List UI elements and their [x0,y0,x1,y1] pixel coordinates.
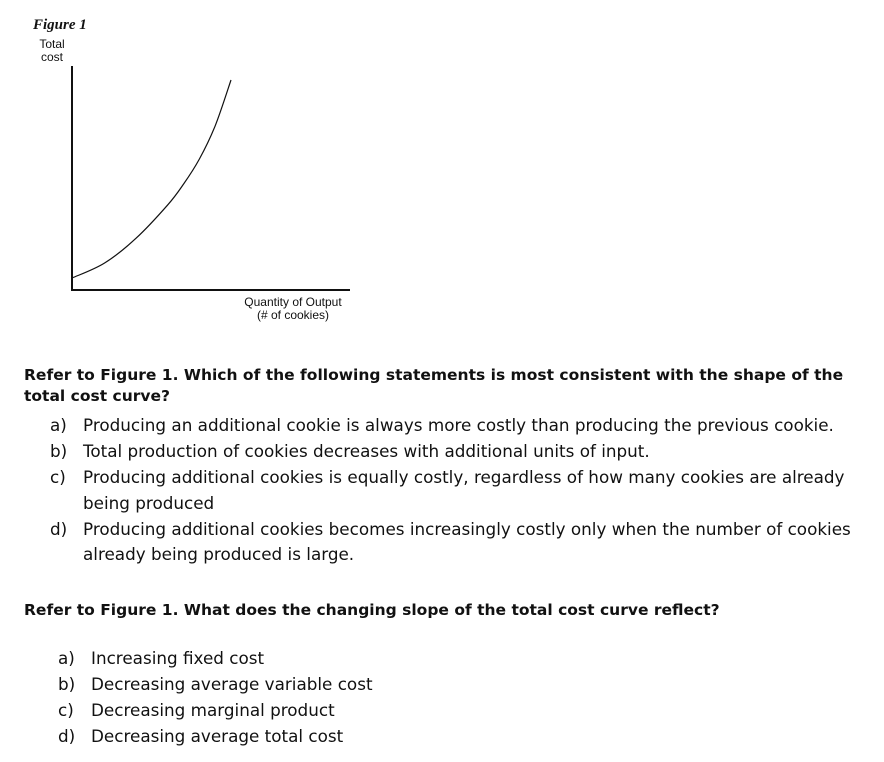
option-text: Producing an additional cookie is always more costly than producing the previous cookie. [83,415,834,435]
question-2-options [58,646,758,750]
option-letter: c) [58,700,74,720]
option-letter: b) [50,441,68,461]
option-text: Decreasing average variable cost [91,674,373,694]
option-text: Producing additional cookies is equally costly, regardless of how many cookies are already being produced [83,467,845,513]
y-axis-label-line-1: Total [39,37,65,51]
option-text: Increasing fixed cost [91,648,265,668]
question-1-option-d [50,517,880,568]
question-1-option-a [50,413,880,439]
option-text: Producing additional cookies becomes increasingly costly only when the number of cookies already being produced is large. [83,518,851,564]
option-letter: c) [50,467,66,487]
x-axis-label-line-2: (# of cookies) [256,308,330,322]
y-axis-label-line-2: cost [40,50,63,64]
option-letter: a) [50,415,67,435]
question-1-option-b [50,439,880,465]
total-cost-chart [0,0,884,340]
question-1-option-c [50,465,880,516]
option-letter: a) [58,648,75,668]
option-text: Total production of cookies decreases with additional units of input. [83,441,650,461]
question-2-option-d [58,724,758,750]
option-letter: b) [58,674,76,694]
question-2-prompt: Refer to Figure 1. What does the changing slope of the total cost curve reflect? [24,601,720,619]
option-letter: d) [58,726,76,746]
question-1-options [50,413,880,568]
question-2-option-b [58,672,758,698]
option-letter: d) [50,518,68,539]
x-axis-label [222,296,364,322]
question-2-option-a [58,646,758,672]
option-text: Decreasing marginal product [91,700,335,720]
y-axis-label [30,38,74,64]
question-1-prompt: Refer to Figure 1. Which of the following statements is most consistent with the shape of the total cost curve? [24,366,844,405]
x-axis-label-line-1: Quantity of Output [244,295,342,309]
figure-title: Figure 1 [33,17,87,33]
option-text: Decreasing average total cost [91,726,344,746]
total-cost-curve [73,80,231,278]
question-2-option-c [58,698,758,724]
